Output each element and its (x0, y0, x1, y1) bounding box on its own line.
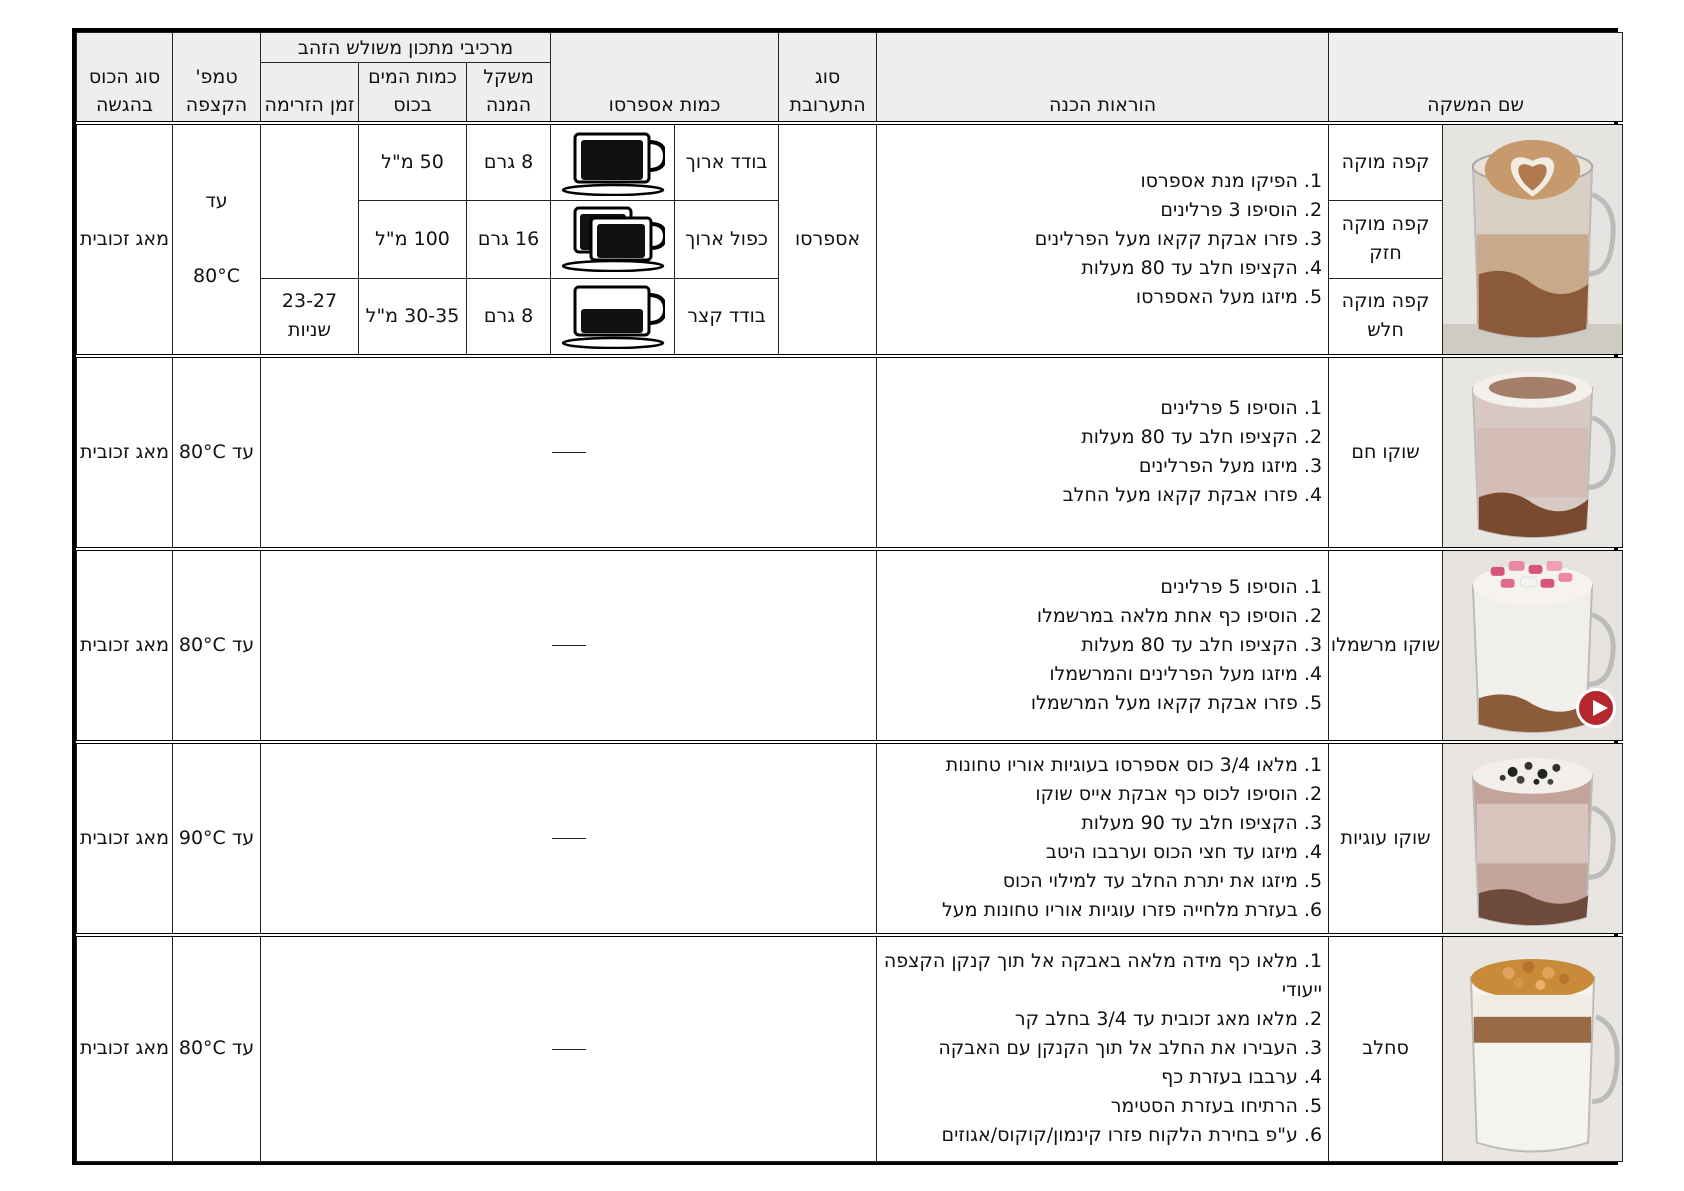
dose-weight-cell: 8 גרם (467, 123, 551, 201)
list-item: הקציפו חלב עד 80 מעלות (1081, 256, 1298, 279)
table-row (77, 356, 1623, 549)
marshmallow-photo-cell (1443, 549, 1623, 742)
recipe-table (76, 32, 1623, 1162)
list-item: הפיקו מנת אספרסו (1140, 169, 1298, 192)
espresso-label-cell: בודד ארוך (675, 123, 779, 201)
table-row (77, 549, 1623, 742)
header-dose-weight: משקל המנה (467, 63, 551, 124)
double-long-cup-icon (551, 201, 675, 279)
mocha-photo (1443, 123, 1623, 356)
list-item: הוסיפו 5 פרלינים (1160, 575, 1298, 598)
instructions-cell (877, 935, 1329, 1162)
empty-dash (552, 1049, 586, 1051)
list-item: מיזגו את יתרת החלב עד למילוי הכוס (1002, 870, 1298, 893)
espresso-label-cell: בודד קצר (675, 278, 779, 356)
no-espresso-cell (261, 549, 877, 742)
header-espresso-amount: כמות אספרסו (551, 33, 779, 124)
no-espresso-cell (261, 742, 877, 935)
table-row (77, 742, 1623, 935)
empty-dash (552, 838, 586, 840)
list-item: ע"פ בחירת הלקוח פזרו קינמון/קוקוס/אגוזים (941, 1124, 1298, 1147)
water-amount-cell: 100 מ"ל (359, 201, 467, 279)
temp-cell: עד 90°C (173, 742, 261, 935)
recipe-sheet (72, 28, 1618, 1165)
list-item: מיזגו מעל האספרסו (1135, 285, 1298, 308)
sahlab-photo (1443, 935, 1623, 1162)
steps-list (877, 167, 1328, 312)
single-long-cup-icon (551, 123, 675, 201)
steps-list (877, 394, 1328, 510)
glass-type-cell: מאג זכובית (77, 123, 173, 356)
brew-time-cell (261, 123, 359, 278)
instructions-cell (877, 123, 1329, 356)
list-item: הקציפו חלב עד 80 מעלות (1081, 426, 1298, 449)
list-item: מלאו מאג זכובית עד 3/4 בחלב קר (1014, 1008, 1298, 1031)
list-item: הוסיפו 3 פרלינים (1160, 198, 1298, 221)
steps-list (877, 751, 1328, 925)
temp-value: 80°C (193, 265, 240, 288)
header-instructions: הוראות הכנה (877, 33, 1329, 124)
header-drink-name: שם המשקה (1329, 33, 1623, 124)
list-item: הרתיחו בעזרת הסטימר (1110, 1095, 1298, 1118)
list-item: מיזגו עד חצי הכוס וערבבו היטב (1045, 841, 1298, 864)
cookies-photo (1443, 742, 1623, 935)
drink-name-cell: קפה מוקה (1329, 123, 1443, 201)
empty-dash (552, 645, 586, 647)
list-item: הקציפו חלב עד 90 מעלות (1081, 812, 1298, 835)
list-item: הוסיפו לכוס כף אבקת אייס שוקו (1035, 783, 1298, 806)
temp-prefix: עד (205, 190, 228, 213)
hot-chocolate-photo (1443, 356, 1623, 549)
glass-type-cell: מאג זכובית (77, 935, 173, 1162)
instructions-cell (877, 549, 1329, 742)
list-item: ערבבו בעזרת כף (1161, 1066, 1298, 1089)
list-item: הוסיפו 5 פרלינים (1160, 397, 1298, 420)
list-item: העבירו את החלב אל תוך הקנקן עם האבקה (938, 1037, 1298, 1060)
list-item: מלאו כף מידה מלאה באבקה אל תוך קנקן הקצפה ייעודי (883, 950, 1323, 1002)
temp-cell: עד 80°C (173, 356, 261, 549)
steps-list (877, 573, 1328, 718)
no-espresso-cell (261, 356, 877, 549)
water-amount-cell: 50 מ"ל (359, 123, 467, 201)
header-water-amount: כמות המים בכוס (359, 63, 467, 124)
glass-type-cell: מאג זכובית (77, 742, 173, 935)
marshmallow-photo-wrap (1443, 551, 1622, 740)
header-brew-time: זמן הזרימה (261, 63, 359, 124)
drink-name-cell: קפה מוקה חלש (1329, 278, 1443, 356)
dose-weight-cell: 16 גרם (467, 201, 551, 279)
drink-name-cell: שוקו חם (1329, 356, 1443, 549)
glass-type-cell: מאג זכובית (77, 549, 173, 742)
brew-time-cell: 23-27 שניות (261, 278, 359, 356)
drink-name-cell: שוקו עוגיות (1329, 742, 1443, 935)
list-item: הוסיפו כף אחת מלאה במרשמלו (1036, 604, 1298, 627)
list-item: בעזרת מלחייה פזרו עוגיות אוריו טחונות מעל (941, 899, 1298, 922)
header-froth-temp: טמפ' הקצפה (173, 33, 261, 124)
glass-type-cell: מאג זכובית (77, 356, 173, 549)
no-espresso-cell (261, 935, 877, 1162)
drink-name-cell: קפה מוקה חזק (1329, 201, 1443, 279)
empty-dash (552, 452, 586, 454)
temp-cell (173, 123, 261, 356)
espresso-label-cell: כפול ארוך (675, 201, 779, 279)
instructions-cell (877, 356, 1329, 549)
header-blend-type: סוג התערובת (779, 33, 877, 124)
dose-weight-cell: 8 גרם (467, 278, 551, 356)
drink-name-cell: סחלב (1329, 935, 1443, 1162)
list-item: פזרו אבקת קקאו מעל החלב (1062, 484, 1298, 507)
list-item: מלאו 3/4 כוס אספרסו בעוגיות אוריו טחונות (945, 754, 1298, 777)
list-item: פזרו אבקת קקאו מעל המרשמלו (1030, 691, 1298, 714)
instructions-cell (877, 742, 1329, 935)
temp-cell: עד 80°C (173, 935, 261, 1162)
single-short-cup-icon (551, 278, 675, 356)
table-row (77, 935, 1623, 1162)
play-video-button[interactable] (1576, 688, 1616, 728)
table-row (77, 123, 1623, 201)
temp-cell: עד 80°C (173, 549, 261, 742)
header-golden-triangle: מרכיבי מתכון משולש הזהב (261, 33, 551, 63)
blend-type-cell: אספרסו (779, 123, 877, 356)
list-item: פזרו אבקת קקאו מעל הפרלינים (1034, 227, 1298, 250)
list-item: הקציפו חלב עד 80 מעלות (1081, 633, 1298, 656)
list-item: מיזגו מעל הפרלינים (1138, 455, 1298, 478)
header-glass-type: סוג הכוס בהגשה (77, 33, 173, 124)
drink-name-cell: שוקו מרשמלו (1329, 549, 1443, 742)
water-amount-cell: 30-35 מ"ל (359, 278, 467, 356)
list-item: מיזגו מעל הפרלינים והמרשמלו (1049, 662, 1298, 685)
steps-list (877, 947, 1328, 1150)
